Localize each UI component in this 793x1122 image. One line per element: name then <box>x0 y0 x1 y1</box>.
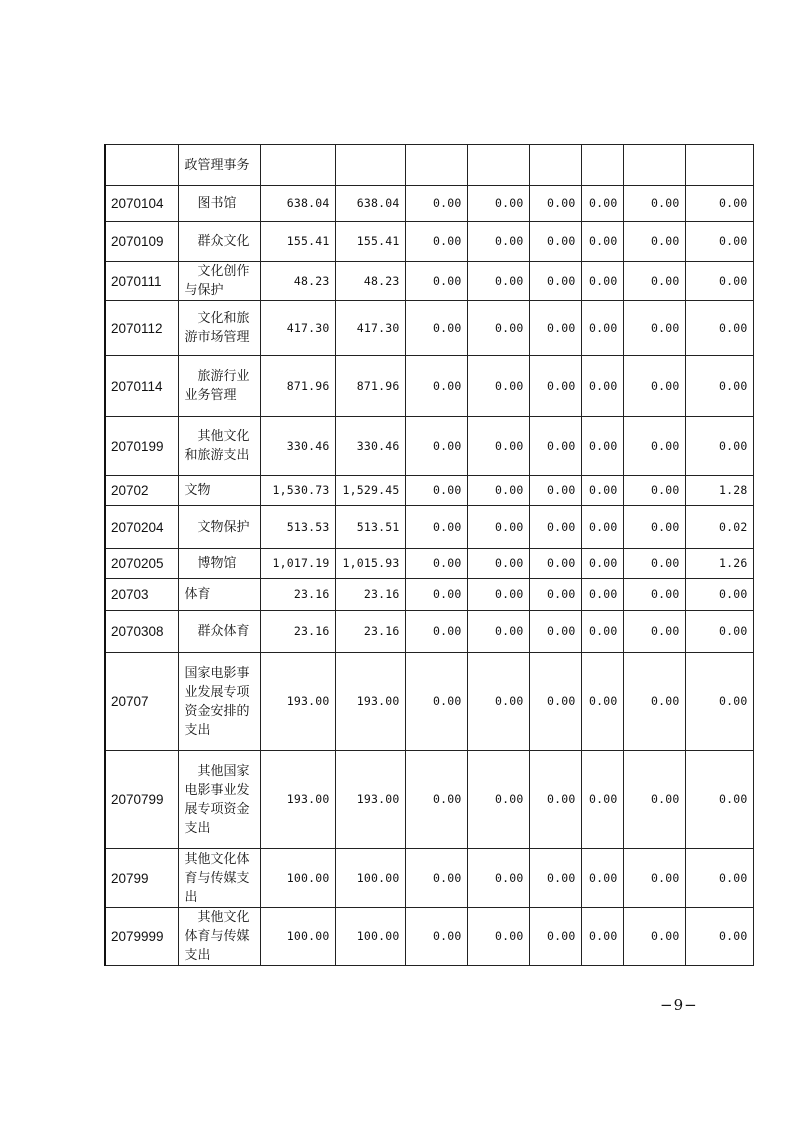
amount-cell: 0.00 <box>581 186 623 222</box>
amount-cell: 0.00 <box>405 417 467 476</box>
subject-code: 2070199 <box>105 417 178 476</box>
subject-name: 其他文化和旅游支出 <box>178 417 260 476</box>
amount-cell: 0.00 <box>623 476 685 506</box>
amount-cell: 0.00 <box>685 356 753 417</box>
amount-cell: 0.00 <box>685 222 753 262</box>
amount-cell: 0.00 <box>405 222 467 262</box>
amount-cell: 0.00 <box>467 506 529 549</box>
amount-cell: 0.00 <box>685 301 753 356</box>
amount-cell <box>335 145 405 186</box>
subject-code: 2070109 <box>105 222 178 262</box>
amount-cell: 0.00 <box>529 849 581 908</box>
subject-code <box>105 145 178 186</box>
amount-cell: 0.00 <box>467 222 529 262</box>
amount-cell: 1,015.93 <box>335 549 405 579</box>
subject-code: 2070114 <box>105 356 178 417</box>
amount-cell: 0.00 <box>685 417 753 476</box>
amount-cell <box>467 145 529 186</box>
subject-code: 2070111 <box>105 262 178 301</box>
amount-cell: 0.00 <box>623 356 685 417</box>
table-row <box>105 908 753 966</box>
table-row <box>105 751 753 849</box>
amount-cell: 0.00 <box>467 908 529 966</box>
amount-cell: 100.00 <box>335 849 405 908</box>
amount-cell: 0.00 <box>467 849 529 908</box>
amount-cell: 0.00 <box>581 549 623 579</box>
amount-cell: 0.00 <box>467 186 529 222</box>
amount-cell: 0.00 <box>581 611 623 653</box>
amount-cell <box>685 145 753 186</box>
subject-name: 文化创作与保护 <box>178 262 260 301</box>
amount-cell: 0.00 <box>529 751 581 849</box>
amount-cell: 0.00 <box>467 579 529 611</box>
amount-cell: 0.00 <box>623 849 685 908</box>
amount-cell: 23.16 <box>260 579 335 611</box>
subject-name: 其他文化体育与传媒支出 <box>178 908 260 966</box>
amount-cell: 0.00 <box>581 579 623 611</box>
amount-cell: 0.00 <box>405 549 467 579</box>
table-row <box>105 417 753 476</box>
amount-cell: 0.00 <box>685 751 753 849</box>
amount-cell: 1.28 <box>685 476 753 506</box>
amount-cell: 0.00 <box>405 751 467 849</box>
subject-code: 20707 <box>105 653 178 751</box>
amount-cell: 0.00 <box>529 579 581 611</box>
table-row <box>105 579 753 611</box>
amount-cell <box>529 145 581 186</box>
amount-cell: 330.46 <box>335 417 405 476</box>
amount-cell <box>260 145 335 186</box>
amount-cell: 0.00 <box>529 301 581 356</box>
table-row <box>105 186 753 222</box>
amount-cell: 0.02 <box>685 506 753 549</box>
amount-cell: 0.00 <box>405 186 467 222</box>
amount-cell: 0.00 <box>623 262 685 301</box>
amount-cell: 0.00 <box>581 356 623 417</box>
amount-cell: 0.00 <box>581 751 623 849</box>
amount-cell: 0.00 <box>623 417 685 476</box>
amount-cell: 0.00 <box>623 653 685 751</box>
amount-cell: 0.00 <box>529 908 581 966</box>
amount-cell: 0.00 <box>467 611 529 653</box>
amount-cell: 0.00 <box>529 222 581 262</box>
amount-cell: 0.00 <box>623 549 685 579</box>
amount-cell: 0.00 <box>405 579 467 611</box>
page-number: −9− <box>660 996 698 1014</box>
amount-cell: 0.00 <box>685 262 753 301</box>
amount-cell: 0.00 <box>405 653 467 751</box>
table-row <box>105 476 753 506</box>
amount-cell: 0.00 <box>623 506 685 549</box>
amount-cell: 0.00 <box>467 549 529 579</box>
amount-cell: 100.00 <box>260 849 335 908</box>
amount-cell <box>581 145 623 186</box>
subject-name: 其他国家电影事业发展专项资金支出 <box>178 751 260 849</box>
amount-cell: 0.00 <box>467 262 529 301</box>
subject-name: 博物馆 <box>178 549 260 579</box>
amount-cell: 0.00 <box>405 506 467 549</box>
amount-cell: 0.00 <box>623 611 685 653</box>
amount-cell: 155.41 <box>260 222 335 262</box>
amount-cell: 0.00 <box>529 262 581 301</box>
amount-cell: 513.51 <box>335 506 405 549</box>
table-row <box>105 506 753 549</box>
table-row <box>105 549 753 579</box>
amount-cell: 871.96 <box>260 356 335 417</box>
amount-cell <box>623 145 685 186</box>
amount-cell: 1.26 <box>685 549 753 579</box>
table-row <box>105 653 753 751</box>
amount-cell: 0.00 <box>685 908 753 966</box>
subject-name: 旅游行业业务管理 <box>178 356 260 417</box>
amount-cell: 0.00 <box>581 849 623 908</box>
amount-cell: 0.00 <box>467 476 529 506</box>
amount-cell: 100.00 <box>335 908 405 966</box>
subject-code: 2070799 <box>105 751 178 849</box>
amount-cell: 0.00 <box>529 417 581 476</box>
amount-cell: 48.23 <box>335 262 405 301</box>
amount-cell: 0.00 <box>405 301 467 356</box>
amount-cell: 23.16 <box>335 611 405 653</box>
amount-cell: 0.00 <box>405 611 467 653</box>
budget-table <box>104 144 754 966</box>
amount-cell: 0.00 <box>623 222 685 262</box>
amount-cell: 0.00 <box>581 653 623 751</box>
amount-cell: 1,529.45 <box>335 476 405 506</box>
amount-cell: 1,530.73 <box>260 476 335 506</box>
amount-cell: 0.00 <box>467 301 529 356</box>
subject-code: 20702 <box>105 476 178 506</box>
amount-cell: 0.00 <box>581 262 623 301</box>
amount-cell: 0.00 <box>581 301 623 356</box>
amount-cell: 1,017.19 <box>260 549 335 579</box>
amount-cell: 0.00 <box>685 611 753 653</box>
amount-cell: 0.00 <box>405 356 467 417</box>
amount-cell: 100.00 <box>260 908 335 966</box>
amount-cell: 0.00 <box>405 262 467 301</box>
table-row <box>105 849 753 908</box>
amount-cell: 0.00 <box>623 186 685 222</box>
amount-cell: 193.00 <box>260 751 335 849</box>
amount-cell: 638.04 <box>260 186 335 222</box>
subject-name: 文物 <box>178 476 260 506</box>
subject-code: 2070204 <box>105 506 178 549</box>
amount-cell: 0.00 <box>529 653 581 751</box>
subject-name: 文化和旅游市场管理 <box>178 301 260 356</box>
amount-cell: 0.00 <box>581 908 623 966</box>
table-row <box>105 222 753 262</box>
amount-cell: 0.00 <box>529 506 581 549</box>
amount-cell: 0.00 <box>685 186 753 222</box>
amount-cell: 193.00 <box>335 653 405 751</box>
amount-cell: 0.00 <box>685 849 753 908</box>
amount-cell <box>405 145 467 186</box>
subject-code: 2079999 <box>105 908 178 966</box>
amount-cell: 193.00 <box>335 751 405 849</box>
amount-cell: 0.00 <box>467 356 529 417</box>
amount-cell: 48.23 <box>260 262 335 301</box>
amount-cell: 417.30 <box>335 301 405 356</box>
amount-cell: 193.00 <box>260 653 335 751</box>
amount-cell: 871.96 <box>335 356 405 417</box>
table-row <box>105 301 753 356</box>
subject-name: 其他文化体育与传媒支出 <box>178 849 260 908</box>
subject-code: 20703 <box>105 579 178 611</box>
amount-cell: 0.00 <box>467 751 529 849</box>
amount-cell: 0.00 <box>623 579 685 611</box>
subject-code: 2070308 <box>105 611 178 653</box>
amount-cell: 0.00 <box>529 611 581 653</box>
subject-code: 20799 <box>105 849 178 908</box>
subject-name: 文物保护 <box>178 506 260 549</box>
amount-cell: 0.00 <box>529 186 581 222</box>
amount-cell: 0.00 <box>405 849 467 908</box>
amount-cell: 0.00 <box>529 549 581 579</box>
subject-name: 国家电影事业发展专项资金安排的支出 <box>178 653 260 751</box>
subject-code: 2070112 <box>105 301 178 356</box>
amount-cell: 0.00 <box>529 476 581 506</box>
amount-cell: 0.00 <box>467 417 529 476</box>
amount-cell: 0.00 <box>529 356 581 417</box>
amount-cell: 0.00 <box>405 476 467 506</box>
table-row <box>105 145 753 186</box>
amount-cell: 0.00 <box>623 301 685 356</box>
amount-cell: 417.30 <box>260 301 335 356</box>
amount-cell: 330.46 <box>260 417 335 476</box>
amount-cell: 0.00 <box>467 653 529 751</box>
amount-cell: 0.00 <box>685 579 753 611</box>
amount-cell: 0.00 <box>623 908 685 966</box>
amount-cell: 513.53 <box>260 506 335 549</box>
subject-name: 体育 <box>178 579 260 611</box>
table-row <box>105 611 753 653</box>
amount-cell: 638.04 <box>335 186 405 222</box>
subject-name: 政管理事务 <box>178 145 260 186</box>
table-row <box>105 356 753 417</box>
amount-cell: 0.00 <box>623 751 685 849</box>
amount-cell: 0.00 <box>581 417 623 476</box>
amount-cell: 23.16 <box>260 611 335 653</box>
amount-cell: 0.00 <box>581 222 623 262</box>
table-row <box>105 262 753 301</box>
amount-cell: 23.16 <box>335 579 405 611</box>
subject-code: 2070205 <box>105 549 178 579</box>
amount-cell: 0.00 <box>685 653 753 751</box>
amount-cell: 0.00 <box>405 908 467 966</box>
subject-name: 群众文化 <box>178 222 260 262</box>
subject-name: 图书馆 <box>178 186 260 222</box>
amount-cell: 0.00 <box>581 476 623 506</box>
amount-cell: 0.00 <box>581 506 623 549</box>
amount-cell: 155.41 <box>335 222 405 262</box>
subject-name: 群众体育 <box>178 611 260 653</box>
subject-code: 2070104 <box>105 186 178 222</box>
